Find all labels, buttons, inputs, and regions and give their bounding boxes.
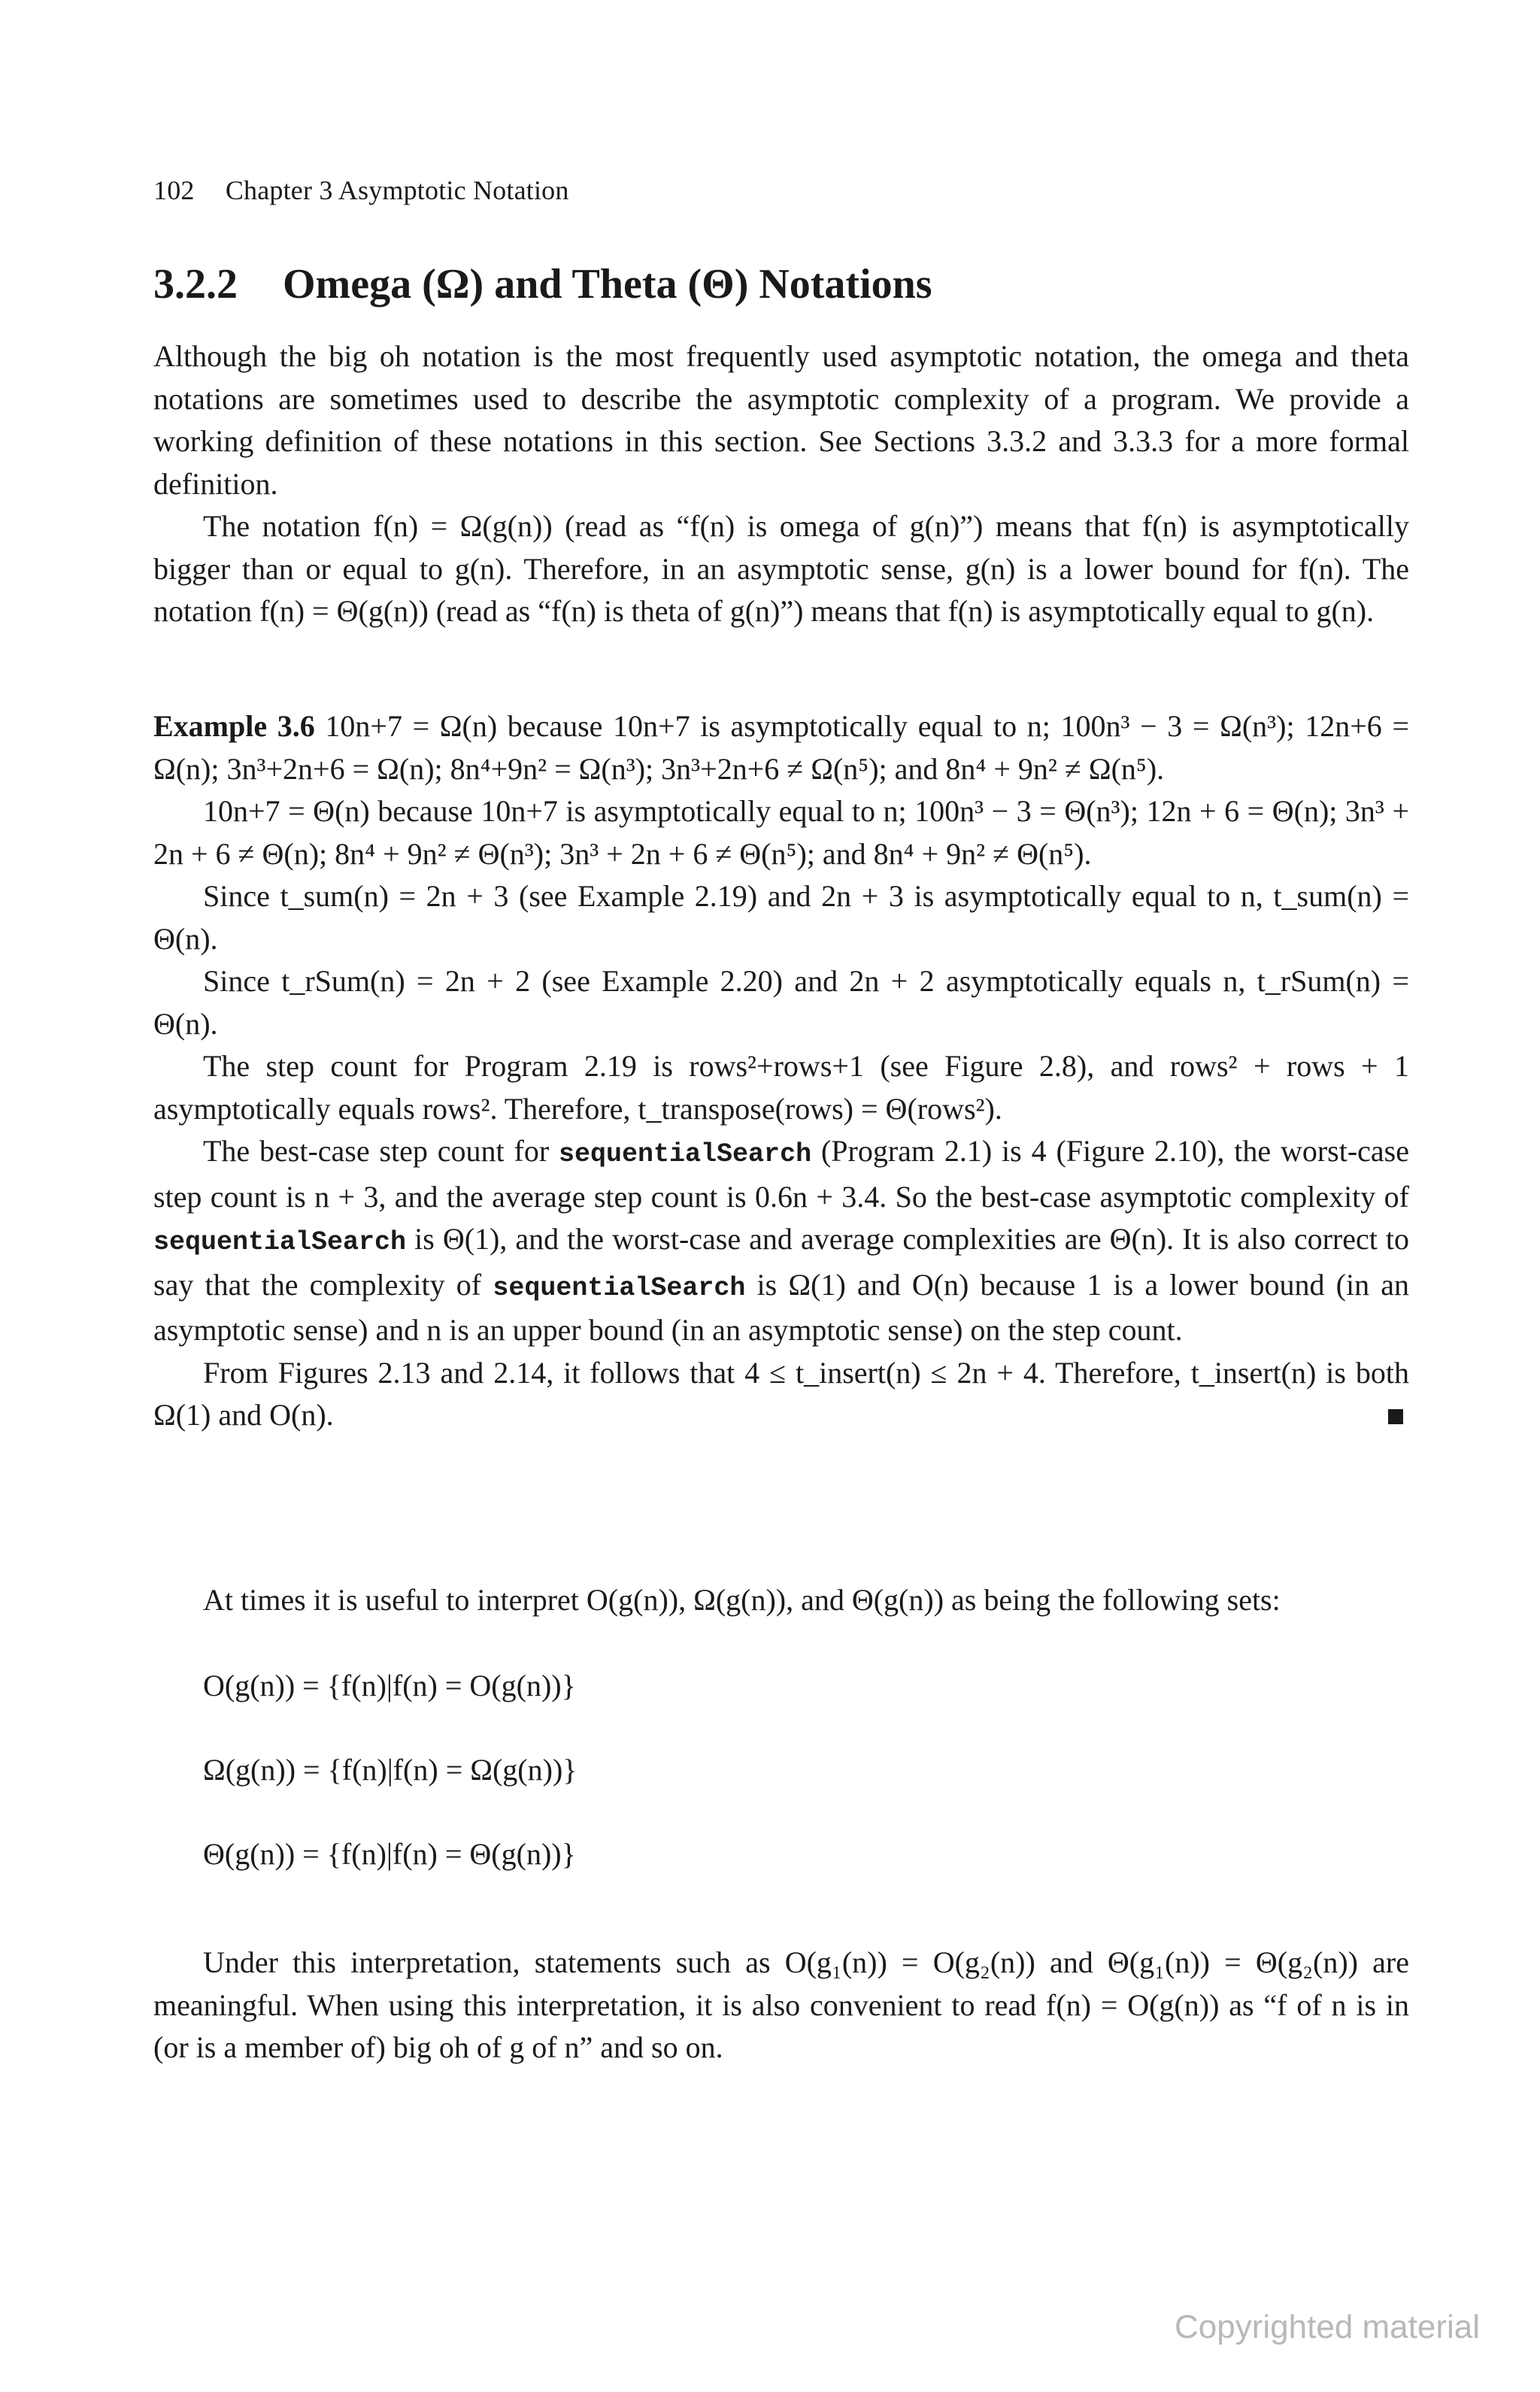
equation-theta: Θ(g(n)) = {f(n)|f(n) = Θ(g(n))}: [203, 1837, 576, 1871]
example-paragraph-6: [153, 1130, 1409, 1352]
end-of-example-icon: [1388, 1409, 1403, 1424]
example-paragraph-5: The step count for Program 2.19 is rows²+rows+1 (see Figure 2.8), and rows² + rows + 1 asymptotically equals rows². Therefore, t_transpose(rows) = Θ(rows²).: [153, 1049, 1409, 1126]
example-text-6a: The best-case step count for: [203, 1134, 550, 1168]
closing-block: [153, 1942, 1409, 2069]
section-title: Omega (Ω) and Theta (Θ) Notations: [283, 261, 932, 308]
example-text-1: 10n+7 = Ω(n) because 10n+7 is asymptotically equal to n; 100n³ − 3 = Ω(n³); 12n+6 = Ω(n); 3n³+2n+6 = Ω(n); 8n⁴+9n² = Ω(n³); 3n³+2n+6 ≠ Ω(n⁵); and 8n⁴ + 9n² ≠ Ω(n⁵).: [153, 709, 1410, 786]
page-number: 102: [153, 175, 195, 205]
example-paragraph-7: [153, 1352, 1409, 1437]
equation-omega: Ω(g(n)) = {f(n)|f(n) = Ω(g(n))}: [203, 1753, 578, 1787]
code-sequential-search: sequentialSearch: [559, 1139, 812, 1169]
running-title: Chapter 3 Asymptotic Notation: [225, 175, 569, 205]
example-text-6c: is Θ(1), and the worst-case and average complexities are Θ(n). It is also correct to say that the complexity of: [153, 1222, 1409, 1302]
example-paragraph-3: Since t_sum(n) = 2n + 3 (see Example 2.19) and 2n + 3 is asymptotically equal to n, t_sum(n) = Θ(n).: [153, 879, 1409, 956]
example-text-7: From Figures 2.13 and 2.14, it follows that 4 ≤ t_insert(n) ≤ 2n + 4. Therefore, t_insert(n) is both Ω(1) and O(n).: [153, 1355, 1409, 1432]
code-sequential-search: sequentialSearch: [153, 1227, 407, 1257]
intro-block: [153, 335, 1409, 633]
paragraph-intro: Although the big oh notation is the most frequently used asymptotic notation, the omega and theta notations are sometimes used to describe the asymptotic complexity of a program. We provide a working definition of these notations in this section. See Sections 3.3.2 and 3.3.3 for a more formal definition.: [153, 339, 1409, 501]
example-label: Example 3.6: [153, 709, 315, 743]
code-sequential-search: sequentialSearch: [493, 1272, 746, 1303]
sets-intro-block: [153, 1579, 1409, 1622]
example-block: [153, 705, 1409, 1437]
paragraph-definition: The notation f(n) = Ω(g(n)) (read as “f(n) is omega of g(n)”) means that f(n) is asymptotically bigger than or equal to g(n). Therefore, in an asymptotic sense, g(n) is a lower bound for f(n). The notation f(n) = Θ(g(n)) (read as “f(n) is theta of g(n)”) means that f(n) is asymptotically equal to g(n).: [153, 509, 1409, 628]
example-paragraph-1: [153, 705, 1409, 790]
section-heading: [153, 260, 932, 308]
equation-big-o: O(g(n)) = {f(n)|f(n) = O(g(n))}: [203, 1669, 576, 1702]
watermark: Copyrighted material: [1175, 2309, 1480, 2345]
example-text-6b: (Program 2.1) is 4 (Figure 2.10), the worst-case step count is n + 3, and the average step count is 0.6n + 3.4. So the best-case asymptotic complexity of: [153, 1134, 1409, 1214]
section-number: 3.2.2: [153, 261, 238, 308]
sets-intro: At times it is useful to interpret O(g(n)), Ω(g(n)), and Θ(g(n)) as being the following sets:: [203, 1583, 1281, 1617]
running-header: [153, 174, 569, 206]
example-text-6d: is Ω(1) and O(n) because 1 is a lower bound (in an asymptotic sense) and n is an upper bound (in an asymptotic sense) on the step count.: [153, 1267, 1410, 1347]
example-paragraph-4: Since t_rSum(n) = 2n + 2 (see Example 2.20) and 2n + 2 asymptotically equals n, t_rSum(n) = Θ(n).: [153, 964, 1409, 1041]
closing-paragraph: Under this interpretation, statements such as O(g₁(n)) = O(g₂(n)) and Θ(g₁(n)) = Θ(g₂(n)) are meaningful. When using this interpretation, it is also convenient to read f(n) = O(g(n)) as “f of n is in (or is a member of) big oh of g of n” and so on.: [153, 1945, 1409, 2064]
example-paragraph-2: 10n+7 = Θ(n) because 10n+7 is asymptotically equal to n; 100n³ − 3 = Θ(n³); 12n + 6 = Θ(n); 3n³ + 2n + 6 ≠ Θ(n); 8n⁴ + 9n² ≠ Θ(n³); 3n³ + 2n + 6 ≠ Θ(n⁵); and 8n⁴ + 9n² ≠ Θ(n⁵).: [153, 794, 1409, 871]
